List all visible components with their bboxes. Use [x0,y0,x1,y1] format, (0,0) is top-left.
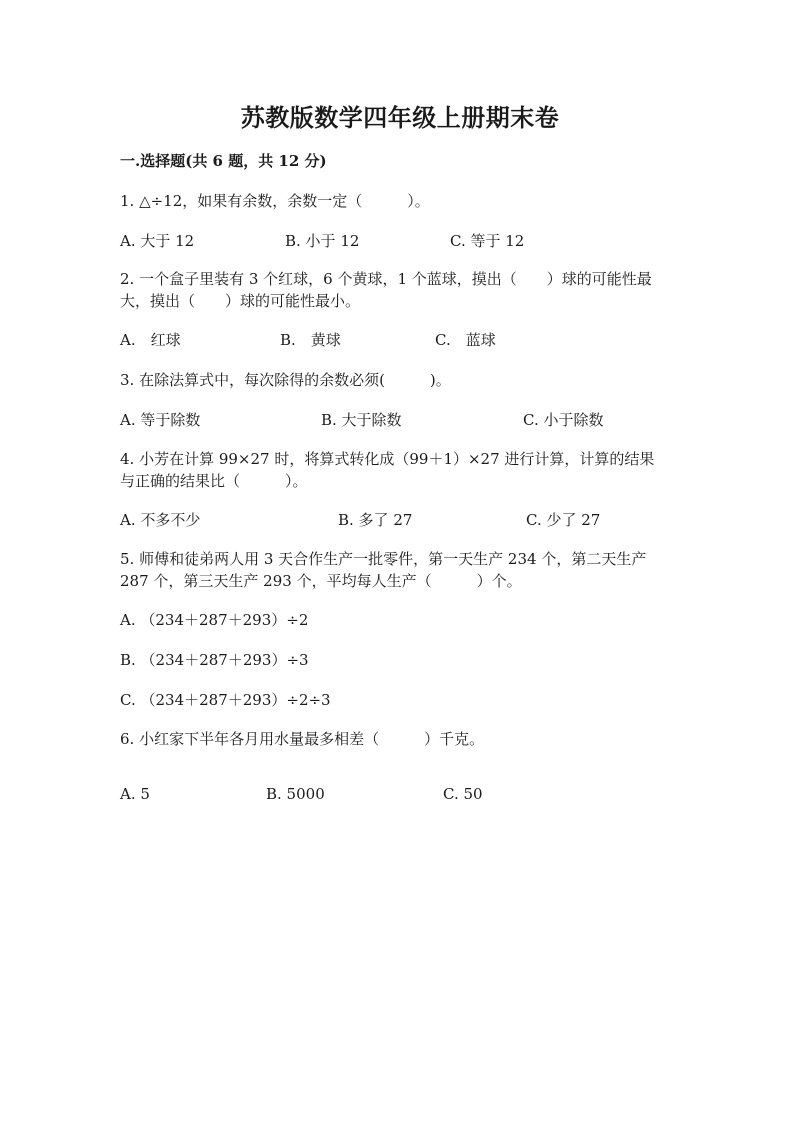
question-3-option-c: C. 小于除数 [523,411,604,429]
question-4-option-c: C. 少了 27 [526,511,601,529]
question-1-text: 1. △÷12，如果有余数，余数一定（ ）。 [120,192,430,210]
question-4-text-line-1: 4. 小芳在计算 99×27 时，将算式转化成（99＋1）×27 进行计算，计算的结果 [120,450,655,468]
question-6-option-c: C. 50 [443,785,483,803]
question-1-option-b: B. 小于 12 [285,232,360,250]
question-5-option-a: A. （234＋287＋293）÷2 [120,611,309,629]
question-6-option-a: A. 5 [120,785,150,803]
question-2-option-b: B. 黄球 [280,331,341,349]
question-2-text-line-1: 2. 一个盒子里装有 3 个红球，6 个黄球，1 个蓝球，摸出（ ）球的可能性最 [120,270,652,288]
question-5-text-line-2: 287 个，第三天生产 293 个，平均每人生产（ ）个。 [120,572,522,590]
question-2-option-a: A. 红球 [120,331,181,349]
question-4-option-b: B. 多了 27 [338,511,413,529]
question-4-option-a: A. 不多不少 [120,511,201,529]
question-1-option-c: C. 等于 12 [450,232,525,250]
section-header: 一.选择题(共 6 题，共 12 分) [120,152,327,170]
page-title: 苏教版数学四年级上册期末卷 [240,103,560,132]
question-2-text-line-2: 大，摸出（ ）球的可能性最小。 [120,292,361,310]
question-6-text: 6. 小红家下半年各月用水量最多相差（ ）千克。 [120,730,485,748]
question-5-option-c: C. （234＋287＋293）÷2÷3 [120,691,331,709]
question-2-option-c: C. 蓝球 [435,331,496,349]
question-5-text-line-1: 5. 师傅和徒弟两人用 3 天合作生产一批零件，第一天生产 234 个，第二天生产 [120,550,647,568]
question-3-option-a: A. 等于除数 [120,411,201,429]
question-1-option-a: A. 大于 12 [120,232,195,250]
question-5-option-b: B. （234＋287＋293）÷3 [120,651,309,669]
question-3-option-b: B. 大于除数 [321,411,402,429]
question-4-text-line-2: 与正确的结果比（ ）。 [120,472,308,490]
question-6-option-b: B. 5000 [266,785,325,803]
question-3-text: 3. 在除法算式中，每次除得的余数必须( )。 [120,371,451,389]
